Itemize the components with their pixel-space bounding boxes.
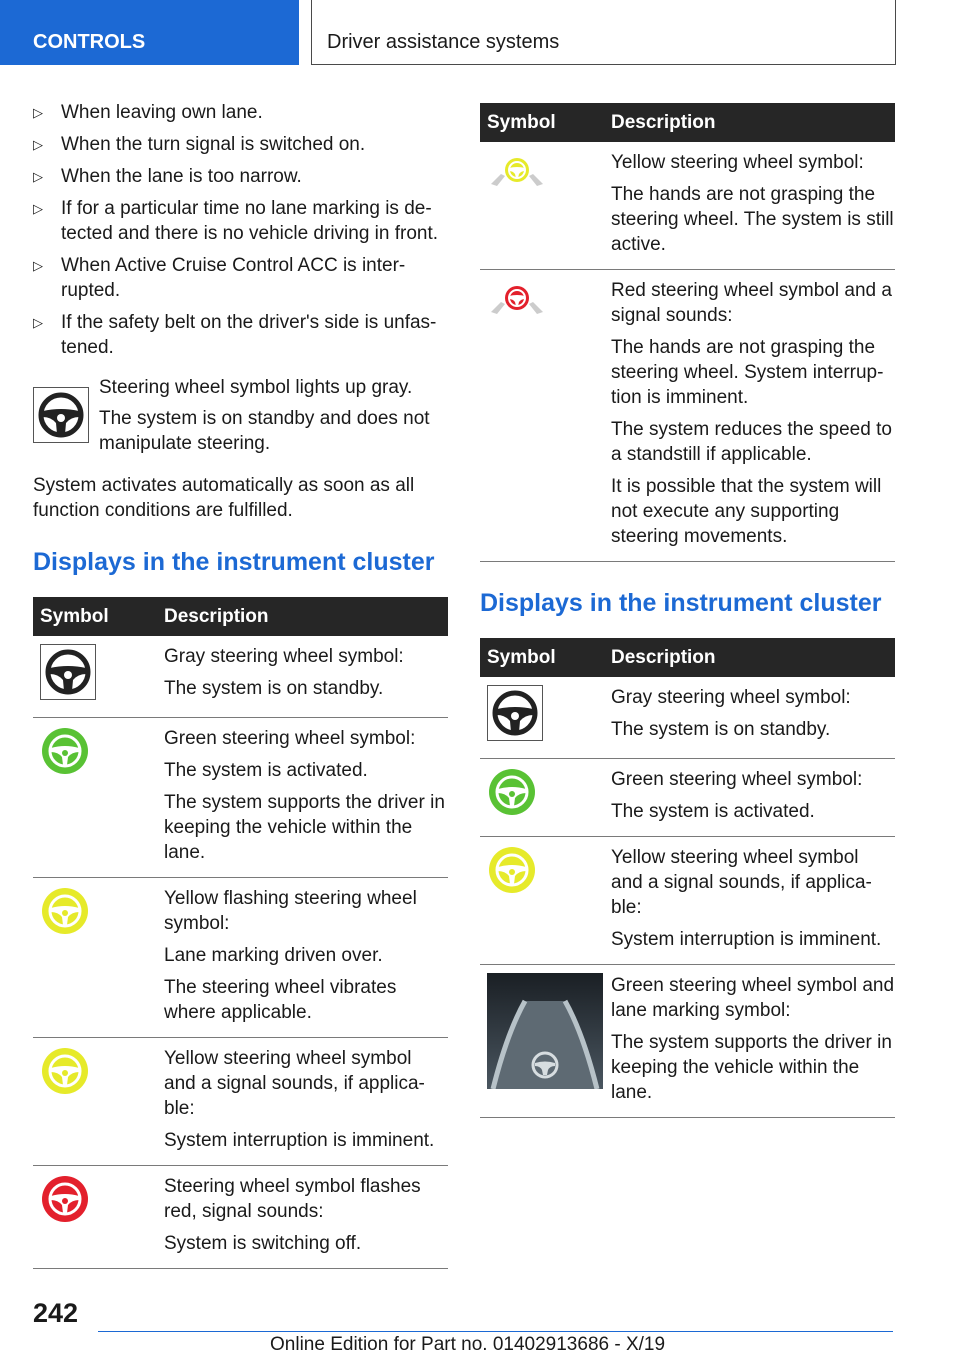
list-item: ▷ If the safety belt on the driver's side is unfas‐tened. [33,312,437,358]
col-header-description: Description [611,638,895,677]
yellow-steering-wheel-icon [487,845,537,895]
description-text: The system is on standby. [164,678,384,699]
description-text: Steering wheel symbol flashes red, signal sounds: [164,1176,421,1222]
green-steering-wheel-icon [487,767,537,817]
table-row [480,677,895,759]
description-text: System interruption is imminent. [164,1130,435,1151]
description-text: The hands are not grasping the steering wheel. System interrup‐tion is imminent. [611,337,884,408]
description-text: The steering wheel vibrates where applicable. [164,977,397,1023]
description-text: It is possible that the system will not execute any supporting steering movements. [611,476,882,547]
table-row [33,878,448,1038]
table-row [33,718,448,878]
right-column [480,103,895,1118]
description-text: The system reduces the speed to a standstill if applicable. [611,419,892,465]
description-text: The system supports the driver in keeping the vehicle within the lane. [164,792,445,863]
list-item: ▷ When the turn signal is switched on. [33,134,366,155]
triangle-bullet-icon: ▷ [33,258,43,273]
description-text: Gray steering wheel symbol: [611,687,851,708]
standby-line-1: Steering wheel symbol lights up gray. [99,377,413,398]
table-row [480,837,895,965]
triangle-bullet-icon: ▷ [33,169,43,184]
table-row [480,965,895,1118]
footer-divider [98,1331,893,1332]
description-text: The system supports the driver in keeping the vehicle within the lane. [611,1032,892,1103]
description-text: The system is activated. [164,760,368,781]
description-text: Green steering wheel symbol: [611,769,863,790]
description-text: Gray steering wheel symbol: [164,646,404,667]
gray-steering-wheel-icon [487,685,543,741]
description-text: Yellow steering wheel symbol and a signal sounds, if applica‐ble: [611,847,872,918]
table-row [480,759,895,837]
condition-list [33,100,448,360]
list-item: ▷ When the lane is too narrow. [33,166,302,187]
description-text: Green steering wheel symbol and lane marking symbol: [611,975,895,1021]
col-header-description: Description [164,597,448,636]
triangle-bullet-icon: ▷ [33,315,43,330]
page-number: 242 [33,1298,79,1328]
table-row [480,142,895,270]
table-row [33,1038,448,1166]
standby-note [33,375,448,456]
gray-steering-wheel-icon [40,644,96,700]
triangle-bullet-icon: ▷ [33,137,43,152]
lane-marking-display-icon [487,973,603,1089]
green-steering-wheel-icon [40,726,90,776]
yellow-flashing-steering-wheel-icon [40,886,90,936]
description-text: The hands are not grasping the steering wheel. The system is still active. [611,184,894,255]
page-header [0,0,960,66]
list-item: ▷ When Active Cruise Control ACC is inter‐rupted. [33,255,406,301]
section-heading: Displays in the instrument cluster [33,548,435,576]
table-row [33,1166,448,1269]
gray-steering-wheel-icon [33,387,89,443]
triangle-bullet-icon: ▷ [33,201,43,216]
activation-paragraph: System activates automatically as soon as all function conditions are fulfilled. [33,475,415,521]
description-text: System is switching off. [164,1233,362,1254]
standby-line-2: The system is on standby and does not manipulate steering. [99,408,430,454]
symbol-table [480,103,895,562]
symbol-table [33,597,448,1269]
table-row [480,270,895,562]
table-row [33,636,448,718]
description-text: Lane marking driven over. [164,945,383,966]
description-text: Yellow flashing steering wheel symbol: [164,888,417,934]
section-label: CONTROLS [0,0,299,65]
red-steering-wheel-icon [40,1174,90,1224]
yellow-hands-off-steering-wheel-icon [487,150,547,190]
chapter-title: Driver assistance systems [311,0,896,65]
triangle-bullet-icon: ▷ [33,105,43,120]
yellow-steering-wheel-icon [40,1046,90,1096]
list-item: ▷ If for a particular time no lane marking is de‐tected and there is no vehicle driving in front. [33,198,439,244]
red-hands-off-steering-wheel-icon [487,278,547,318]
col-header-symbol: Symbol [33,597,164,636]
description-text: Yellow steering wheel symbol: [611,152,864,173]
description-text: The system is activated. [611,801,815,822]
col-header-description: Description [611,103,895,142]
symbol-table [480,638,895,1118]
col-header-symbol: Symbol [480,638,611,677]
edition-footer: Online Edition for Part no. 01402913686 - X/19 [270,1334,666,1355]
description-text: Red steering wheel symbol and a signal sounds: [611,280,892,326]
list-item: ▷ When leaving own lane. [33,102,263,123]
section-heading: Displays in the instrument cluster [480,589,882,617]
description-text: System interruption is imminent. [611,929,882,950]
description-text: The system is on standby. [611,719,831,740]
col-header-symbol: Symbol [480,103,611,142]
left-column [33,100,448,1269]
description-text: Green steering wheel symbol: [164,728,416,749]
description-text: Yellow steering wheel symbol and a signal sounds, if applica‐ble: [164,1048,425,1119]
